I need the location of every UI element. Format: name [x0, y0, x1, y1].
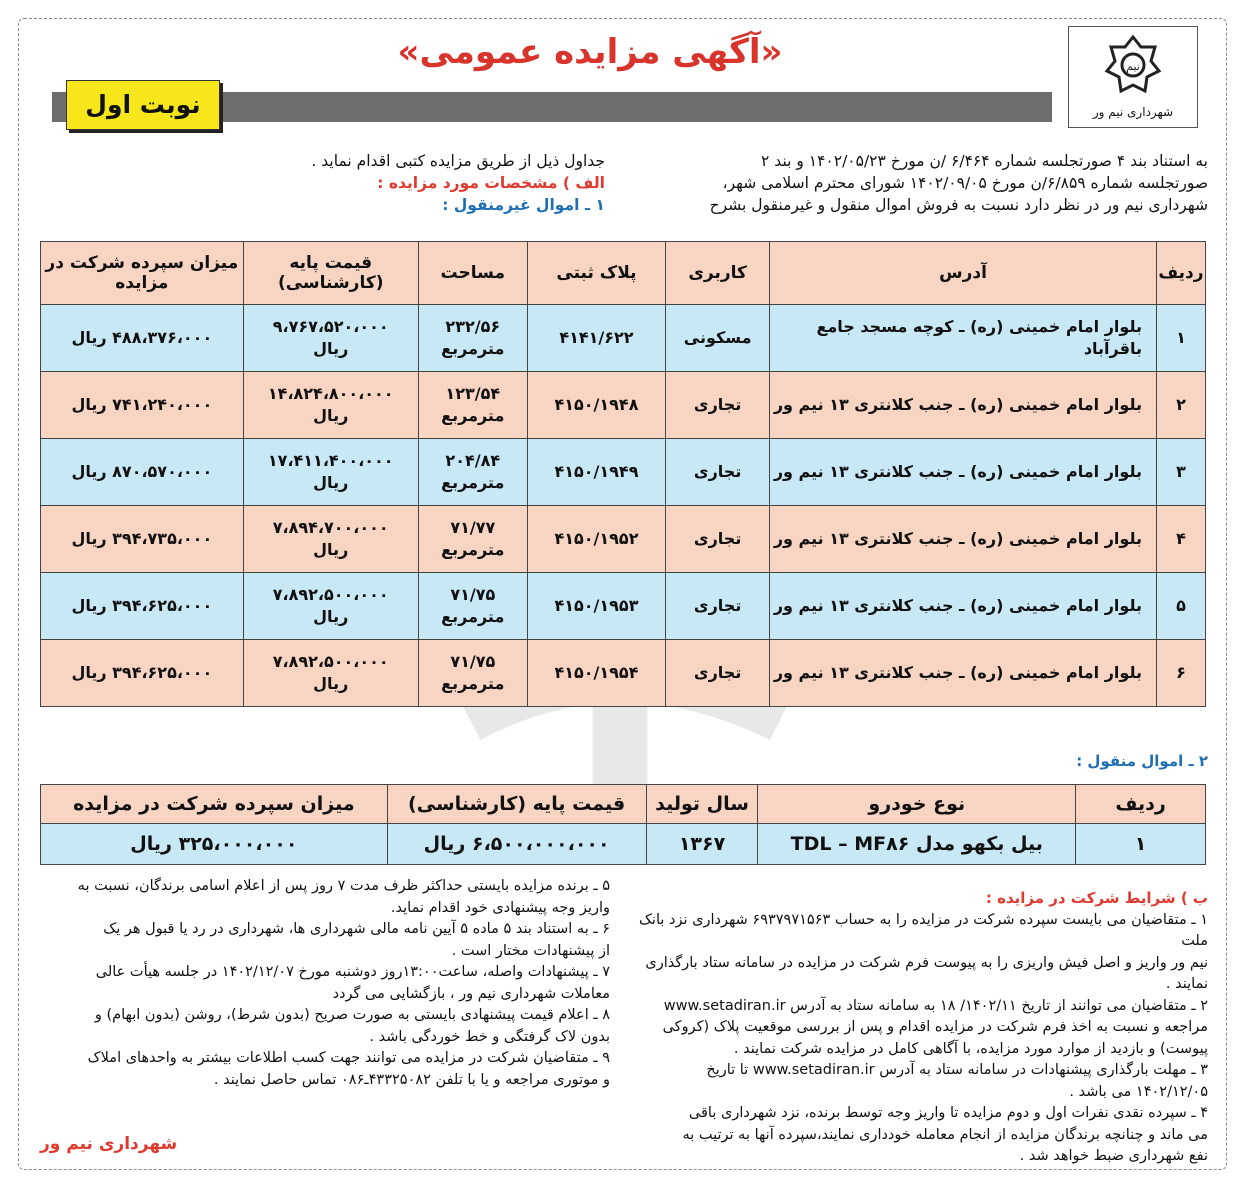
row-address: بلوار امام خمینی (ره) ـ جنب کلانتری ۱۳ نیم ور — [770, 573, 1157, 640]
row-usage: تجاری — [666, 573, 770, 640]
section-a2-heading: ۲ ـ اموال منقول : — [1076, 752, 1208, 770]
condition-line: ۵ ـ برنده مزایده بایستی حداکثر ظرف مدت ۷ روز پس از اعلام اسامی برندگان، نسبت به — [77, 878, 610, 894]
col-header: قیمت پایه (کارشناسی) — [243, 242, 418, 305]
price-currency: ریال — [313, 674, 349, 693]
condition-line: واریز وجه پیشنهادی خود اقدام نماید. — [390, 899, 610, 916]
price-currency: ریال — [313, 473, 349, 492]
row-deposit: ۷۴۱،۲۴۰،۰۰۰ ریال — [41, 372, 244, 439]
col-header: سال تولید — [646, 785, 758, 824]
row-plate: ۴۱۴۱/۶۲۲ — [527, 305, 665, 372]
section-b-heading: ب ) شرایط شرکت در مزایده : — [985, 889, 1208, 907]
row-area — [418, 372, 527, 439]
intro-line: شهرداری نیم ور در نظر دارد نسبت به فروش اموال منقول و غیرمنقول بشرح — [709, 196, 1208, 214]
area-value: ۲۳۲/۵۶ — [445, 317, 501, 336]
intro-line: صورتجلسه شماره ۶/۸۵۹/ن مورخ ۱۴۰۲/۰۹/۰۵ شورای محترم اسلامی شهر، — [722, 174, 1208, 192]
row-plate: ۴۱۵۰/۱۹۵۴ — [527, 640, 665, 707]
condition-line: مراجعه و نسبت به اخذ فرم شرکت در مزایده اقدام و پس از بررسی موقعیت پلاک (کروکی — [662, 1019, 1208, 1035]
condition-line: ۴ ـ سپرده نقدی نفرات اول و دوم مزایده تا واریز وجه توسط برنده، نزد شهرداری باقی — [688, 1105, 1208, 1121]
intro-line: به استناد بند ۴ صورتجلسه شماره ۶/۴۶۴ /ن مورخ ۱۴۰۲/۰۵/۲۳ و بند ۲ — [761, 152, 1208, 170]
table-row — [41, 573, 1206, 640]
table-row — [41, 640, 1206, 707]
row-address: بلوار امام خمینی (ره) ـ جنب کلانتری ۱۳ نیم ور — [770, 506, 1157, 573]
condition-line: ۸ ـ اعلام قیمت پیشنهادی بایستی به صورت صریح (بدون شرط)، روشن (بدون ابهام) و — [94, 1007, 610, 1023]
row-plate: ۴۱۵۰/۱۹۵۲ — [527, 506, 665, 573]
table-row — [41, 439, 1206, 506]
row-price — [243, 573, 418, 640]
condition-line: ۱ ـ متقاضیان می بایست سپرده شرکت در مزایده را به حساب ۶۹۳۷۹۷۱۵۶۳ شهرداری نزد بانک ملت — [638, 911, 1208, 949]
row-address: بلوار امام خمینی (ره) ـ جنب کلانتری ۱۳ نیم ور — [770, 640, 1157, 707]
condition-line: نفع شهرداری ضبط خواهد شد . — [1019, 1148, 1208, 1164]
row-deposit: ۳۹۴،۷۳۵،۰۰۰ ریال — [41, 506, 244, 573]
row-price — [243, 640, 418, 707]
area-value: ۱۲۳/۵۴ — [445, 384, 501, 403]
price-currency: ریال — [313, 540, 349, 559]
condition-line: ۷ ـ پیشنهادات واصله، ساعت۱۳:۰۰روز دوشنبه مورخ ۱۴۰۲/۱۲/۰۷ در جلسه هیأت عالی — [95, 964, 610, 980]
price-currency: ریال — [313, 406, 349, 425]
col-header: میزان سپرده شرکت در مزایده — [41, 242, 244, 305]
col-header: آدرس — [770, 242, 1157, 305]
svg-text:نیم: نیم — [1126, 60, 1140, 73]
logo-caption: شهرداری نیم ور — [1092, 105, 1174, 119]
row-number: ۳ — [1156, 439, 1205, 506]
condition-line: پیوست) و بازدید از موارد مورد مزایده، با آگاهی کامل در مزایده شرکت نمایند . — [733, 1040, 1208, 1057]
col-header: میزان سپرده شرکت در مزایده — [41, 785, 388, 824]
row-year: ۱۳۶۷ — [646, 824, 758, 865]
price-value: ۱۷،۴۱۱،۴۰۰،۰۰۰ — [267, 451, 394, 470]
row-usage: مسکونی — [666, 305, 770, 372]
emblem-icon — [1103, 33, 1163, 103]
row-area — [418, 305, 527, 372]
table-row — [41, 506, 1206, 573]
price-currency: ریال — [313, 339, 349, 358]
row-usage: تجاری — [666, 439, 770, 506]
page-title: «آگهی مزایده عمومی» — [397, 32, 783, 72]
row-price: ۶،۵۰۰،۰۰۰،۰۰۰ ریال — [387, 824, 646, 865]
area-value: ۷۱/۷۵ — [450, 585, 496, 604]
row-deposit: ۳۲۵،۰۰۰،۰۰۰ ریال — [41, 824, 388, 865]
table-header-row — [41, 242, 1206, 305]
intro-line-left: جداول ذیل از طریق مزایده کتبی اقدام نماید . — [311, 152, 605, 170]
col-header: مساحت — [418, 242, 527, 305]
col-header: ردیف — [1156, 242, 1205, 305]
row-number: ۵ — [1156, 573, 1205, 640]
section-a-heading: الف ) مشخصات مورد مزایده : — [377, 174, 605, 192]
condition-line: ۶ ـ به استناد بند ۵ ماده ۵ آیین نامه مالی شهرداری ها، شهرداری در رد یا قبول هر یک — [103, 921, 610, 937]
row-area — [418, 640, 527, 707]
row-plate: ۴۱۵۰/۱۹۴۸ — [527, 372, 665, 439]
condition-line: ۱۴۰۲/۱۲/۰۵ می باشد . — [1069, 1083, 1208, 1100]
row-area — [418, 573, 527, 640]
price-value: ۹،۷۶۷،۵۲۰،۰۰۰ — [272, 317, 389, 336]
area-value: ۷۱/۷۷ — [450, 518, 496, 537]
area-value: ۷۱/۷۵ — [450, 652, 496, 671]
price-currency: ریال — [313, 607, 349, 626]
col-header: نوع خودرو — [758, 785, 1076, 824]
area-unit: مترمربع — [441, 406, 505, 425]
immovable-table — [40, 241, 1206, 707]
row-price — [243, 439, 418, 506]
area-unit: مترمربع — [441, 339, 505, 358]
area-unit: مترمربع — [441, 540, 505, 559]
row-address: بلوار امام خمینی (ره) ـ جنب کلانتری ۱۳ نیم ور — [770, 439, 1157, 506]
row-number: ۶ — [1156, 640, 1205, 707]
col-header: پلاک ثبتی — [527, 242, 665, 305]
condition-line: ۲ ـ متقاضیان می توانند از تاریخ ۱۴۰۲/۱۱/ ۱۸ به سامانه ستاد به آدرس www.setadiran.ir — [663, 997, 1208, 1014]
conditions-right — [624, 888, 1208, 1168]
area-value: ۲۰۴/۸۴ — [445, 451, 501, 470]
row-number: ۲ — [1156, 372, 1205, 439]
row-price — [243, 506, 418, 573]
row-address: بلوار امام خمینی (ره) ـ کوچه مسجد جامع باقرآباد — [770, 305, 1157, 372]
table-row — [41, 305, 1206, 372]
area-unit: مترمربع — [441, 674, 505, 693]
row-usage: تجاری — [666, 506, 770, 573]
conditions-left — [40, 876, 610, 1091]
col-header: قیمت پایه (کارشناسی) — [387, 785, 646, 824]
municipality-logo — [1068, 26, 1198, 128]
table-header-row — [41, 785, 1206, 824]
row-price — [243, 305, 418, 372]
condition-line: معاملات شهرداری نیم ور ، بازگشایی می گردد — [332, 985, 610, 1002]
signature: شهرداری نیم ور — [40, 1134, 178, 1154]
row-deposit: ۴۸۸،۳۷۶،۰۰۰ ریال — [41, 305, 244, 372]
condition-line: و موتوری مراجعه و یا با تلفن ۴۳۳۲۵۰۸۲ـ۰۸۶ تماس حاصل نمایند . — [213, 1071, 610, 1088]
price-value: ۷،۸۹۲،۵۰۰،۰۰۰ — [272, 652, 389, 671]
intro-left — [200, 150, 605, 216]
table-row — [41, 372, 1206, 439]
row-price — [243, 372, 418, 439]
condition-line: ۹ ـ متقاضیان شرکت در مزایده می توانند جهت کسب اطلاعات بیشتر به واحدهای املاک — [87, 1050, 610, 1066]
table-row — [41, 824, 1206, 865]
row-number: ۱ — [1076, 824, 1206, 865]
row-address: بلوار امام خمینی (ره) ـ جنب کلانتری ۱۳ نیم ور — [770, 372, 1157, 439]
intro-text — [610, 150, 1208, 216]
price-value: ۱۴،۸۲۴،۸۰۰،۰۰۰ — [267, 384, 394, 403]
condition-line: نیم ور واریز و اصل فیش واریزی را به پیوست فرم شرکت در مزایده در سامانه ستاد بارگذاری نمایند . — [645, 954, 1208, 992]
row-usage: تجاری — [666, 640, 770, 707]
row-vehicle: بیل بکهو مدل TDL – MF۸۶ — [758, 824, 1076, 865]
row-deposit: ۳۹۴،۶۲۵،۰۰۰ ریال — [41, 640, 244, 707]
condition-line: بدون لاک گرفتگی و خط خوردگی باشد . — [369, 1028, 610, 1045]
row-number: ۱ — [1156, 305, 1205, 372]
row-area — [418, 439, 527, 506]
row-number: ۴ — [1156, 506, 1205, 573]
movable-table — [40, 784, 1206, 865]
row-area — [418, 506, 527, 573]
row-usage: تجاری — [666, 372, 770, 439]
row-deposit: ۳۹۴،۶۲۵،۰۰۰ ریال — [41, 573, 244, 640]
condition-line: از پیشنهادات مختار است . — [451, 942, 610, 959]
row-plate: ۴۱۵۰/۱۹۵۳ — [527, 573, 665, 640]
area-unit: مترمربع — [441, 607, 505, 626]
area-unit: مترمربع — [441, 473, 505, 492]
condition-line: ۳ ـ مهلت بارگذاری پیشنهادات در سامانه ستاد به آدرس www.setadiran.ir تا تاریخ — [706, 1062, 1208, 1078]
row-plate: ۴۱۵۰/۱۹۴۹ — [527, 439, 665, 506]
col-header: ردیف — [1076, 785, 1206, 824]
price-value: ۷،۸۹۴،۷۰۰،۰۰۰ — [272, 518, 389, 537]
col-header: کاربری — [666, 242, 770, 305]
row-deposit: ۸۷۰،۵۷۰،۰۰۰ ریال — [41, 439, 244, 506]
section-a1-heading: ۱ ـ اموال غیرمنقول : — [442, 196, 605, 214]
price-value: ۷،۸۹۲،۵۰۰،۰۰۰ — [272, 585, 389, 604]
condition-line: می ماند و چنانچه برندگان مزایده از انجام معامله خودداری نمایند،سپرده آنها به ترتیب به — [682, 1126, 1208, 1143]
round-badge: نوبت اول — [66, 80, 220, 130]
